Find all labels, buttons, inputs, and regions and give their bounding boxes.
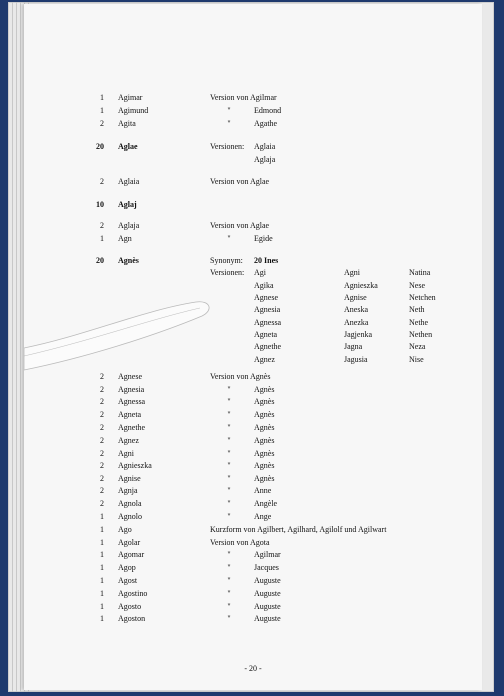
entry-count: 1 (100, 512, 104, 521)
name-entry-row (24, 498, 482, 510)
entry-name: Agoston (118, 614, 146, 623)
entry-name: Agomar (118, 550, 145, 559)
name-entry-row (24, 613, 482, 625)
name-entry-row (24, 448, 482, 460)
entry-count: 2 (100, 474, 104, 483)
entry-name: Agimund (118, 106, 149, 115)
ditto-mark: " (227, 106, 231, 115)
entry-reference: Agika (254, 281, 274, 290)
entry-name: Agimar (118, 93, 143, 102)
version-name: Nethe (409, 318, 429, 327)
entry-description: Version von Aglae (210, 221, 270, 230)
entry-reference: Angèle (254, 499, 278, 508)
ditto-mark: " (227, 614, 231, 623)
name-entry-row (24, 524, 482, 536)
entry-reference: Auguste (254, 589, 281, 598)
name-entry-row (24, 422, 482, 434)
document-page (24, 4, 482, 690)
entry-name: Aglae (118, 142, 138, 151)
ditto-mark: " (227, 589, 231, 598)
entry-reference: Auguste (254, 576, 281, 585)
entry-name: Agost (118, 576, 138, 585)
entry-count: 1 (100, 538, 104, 547)
name-entry-row (24, 601, 482, 613)
ditto-mark: " (227, 499, 231, 508)
name-entry-row (24, 280, 482, 292)
ditto-mark: " (227, 550, 231, 559)
entry-reference: Agnès (254, 474, 275, 483)
entry-count: 1 (100, 234, 104, 243)
name-entry-row (24, 199, 482, 211)
name-entry-row (24, 460, 482, 472)
name-entry-row (24, 435, 482, 447)
name-entry-row (24, 141, 482, 153)
entry-count: 2 (100, 397, 104, 406)
entry-count: 2 (100, 372, 104, 381)
entry-name: Aglaia (118, 177, 140, 186)
name-entry-row (24, 92, 482, 104)
name-entry-row (24, 329, 482, 341)
page-edge (12, 2, 13, 692)
entry-count: 2 (100, 423, 104, 432)
version-name: Nise (409, 355, 424, 364)
name-entry-row (24, 371, 482, 383)
entry-description: Synonym: (210, 256, 243, 265)
version-name: Agni (344, 268, 360, 277)
entry-count: 2 (100, 436, 104, 445)
entry-count: 1 (100, 589, 104, 598)
entry-reference: Agnès (254, 449, 275, 458)
entry-reference: Egide (254, 234, 273, 243)
name-entry-row (24, 317, 482, 329)
name-entry-row (24, 105, 482, 117)
entry-name: Agita (118, 119, 136, 128)
version-name: Agnieszka (344, 281, 378, 290)
entry-name: Agop (118, 563, 136, 572)
ditto-mark: " (227, 234, 231, 243)
name-entry-row (24, 384, 482, 396)
ditto-mark: " (227, 449, 231, 458)
entry-description: Version von Aglae (210, 177, 270, 186)
name-entry-row (24, 292, 482, 304)
entry-reference: Agi (254, 268, 266, 277)
entry-name: Aglaj (118, 200, 137, 209)
entry-reference: Agathe (254, 119, 278, 128)
entry-name: Agnola (118, 499, 142, 508)
entry-name: Agnolo (118, 512, 142, 521)
name-entry-row (24, 304, 482, 316)
entry-reference: Agnessa (254, 318, 282, 327)
name-entry-row (24, 562, 482, 574)
name-entry-row (24, 549, 482, 561)
version-name: Nese (409, 281, 425, 290)
name-entry-row (24, 575, 482, 587)
entry-description: Versionen: (210, 268, 245, 277)
name-entry-row (24, 220, 482, 232)
entry-count: 2 (100, 221, 104, 230)
entry-name: Agnez (118, 436, 139, 445)
name-entry-row (24, 176, 482, 188)
entry-count: 20 (96, 256, 104, 265)
ditto-mark: " (227, 486, 231, 495)
ditto-mark: " (227, 576, 231, 585)
ditto-mark: " (227, 423, 231, 432)
entry-name: Agnieszka (118, 461, 152, 470)
ditto-mark: " (227, 461, 231, 470)
entry-count: 1 (100, 550, 104, 559)
name-entry-row (24, 511, 482, 523)
entry-description: Versionen: (210, 142, 245, 151)
entry-reference: Agnès (254, 397, 275, 406)
entry-name: Agneta (118, 410, 142, 419)
entry-description: Version von Agnès (210, 372, 271, 381)
entry-count: 2 (100, 119, 104, 128)
entry-name: Agnesia (118, 385, 145, 394)
entry-count: 1 (100, 525, 104, 534)
entry-name: Agnessa (118, 397, 146, 406)
version-name: Anezka (344, 318, 369, 327)
entry-reference: Aglaia (254, 142, 276, 151)
entry-reference: Agnesia (254, 305, 281, 314)
name-entry-row (24, 409, 482, 421)
entry-count: 2 (100, 449, 104, 458)
entry-count: 1 (100, 93, 104, 102)
version-name: Netchen (409, 293, 436, 302)
page-edge (16, 2, 17, 692)
ditto-mark: " (227, 436, 231, 445)
version-name: Jagusia (344, 355, 368, 364)
entry-reference: Agnethe (254, 342, 282, 351)
ditto-mark: " (227, 563, 231, 572)
entry-reference: Agnès (254, 423, 275, 432)
entry-description: Kurzform von Agilbert, Agilhard, Agilolf und Agilwart (210, 525, 387, 534)
version-name: Jagjenka (344, 330, 372, 339)
entry-reference: Agnès (254, 461, 275, 470)
name-entry-row (24, 485, 482, 497)
entry-name: Agostino (118, 589, 148, 598)
entry-name: Agolar (118, 538, 141, 547)
entry-reference: Ange (254, 512, 272, 521)
ditto-mark: " (227, 602, 231, 611)
entry-reference: Agnez (254, 355, 275, 364)
entry-reference: Jacques (254, 563, 279, 572)
entry-reference: Agilmar (254, 550, 281, 559)
entry-reference: 20 Ines (254, 256, 279, 265)
entry-count: 2 (100, 461, 104, 470)
entry-count: 1 (100, 563, 104, 572)
entry-name: Agosto (118, 602, 142, 611)
name-entry-row (24, 267, 482, 279)
entry-name: Aglaja (118, 221, 140, 230)
entry-count: 1 (100, 602, 104, 611)
entry-count: 2 (100, 385, 104, 394)
ditto-mark: " (227, 512, 231, 521)
version-name: Jagna (344, 342, 363, 351)
name-entry-row (24, 341, 482, 353)
entry-name: Agn (118, 234, 132, 243)
page-edge (20, 2, 21, 692)
entry-name: Agnethe (118, 423, 146, 432)
entry-count: 1 (100, 576, 104, 585)
entry-reference: Anne (254, 486, 272, 495)
entry-count: 2 (100, 486, 104, 495)
ditto-mark: " (227, 410, 231, 419)
entry-reference: Auguste (254, 614, 281, 623)
page-number: - 20 - (244, 664, 262, 673)
ditto-mark: " (227, 474, 231, 483)
ditto-mark: " (227, 119, 231, 128)
version-name: Natina (409, 268, 431, 277)
name-entry-row (24, 154, 482, 166)
entry-reference: Agnès (254, 385, 275, 394)
name-entry-row (24, 396, 482, 408)
entry-reference: Agnès (254, 436, 275, 445)
name-entry-row (24, 537, 482, 549)
entry-name: Ago (118, 525, 132, 534)
entry-reference: Agneta (254, 330, 278, 339)
entry-description: Version von Agota (210, 538, 270, 547)
entry-count: 2 (100, 177, 104, 186)
entry-reference: Edmond (254, 106, 282, 115)
entry-description: Version von Agilmar (210, 93, 277, 102)
entry-name: Agnja (118, 486, 138, 495)
entry-count: 1 (100, 614, 104, 623)
entry-name: Agnise (118, 474, 141, 483)
entry-name: Agnese (118, 372, 142, 381)
name-entry-row (24, 473, 482, 485)
name-entry-row (24, 255, 482, 267)
version-name: Neza (409, 342, 426, 351)
entry-reference: Aglaja (254, 155, 276, 164)
entry-count: 2 (100, 499, 104, 508)
entry-count: 10 (96, 200, 104, 209)
name-entry-row (24, 588, 482, 600)
name-entry-row (24, 118, 482, 130)
version-name: Nethen (409, 330, 433, 339)
entry-count: 20 (96, 142, 104, 151)
version-name: Agnise (344, 293, 367, 302)
entry-name: Agnès (118, 256, 139, 265)
entry-reference: Agnese (254, 293, 278, 302)
name-entry-row (24, 354, 482, 366)
name-entry-row (24, 233, 482, 245)
ditto-mark: " (227, 397, 231, 406)
entry-reference: Agnès (254, 410, 275, 419)
ditto-mark: " (227, 385, 231, 394)
entry-reference: Auguste (254, 602, 281, 611)
version-name: Aneska (344, 305, 368, 314)
entry-count: 2 (100, 410, 104, 419)
entry-count: 1 (100, 106, 104, 115)
version-name: Neth (409, 305, 425, 314)
entry-name: Agni (118, 449, 134, 458)
